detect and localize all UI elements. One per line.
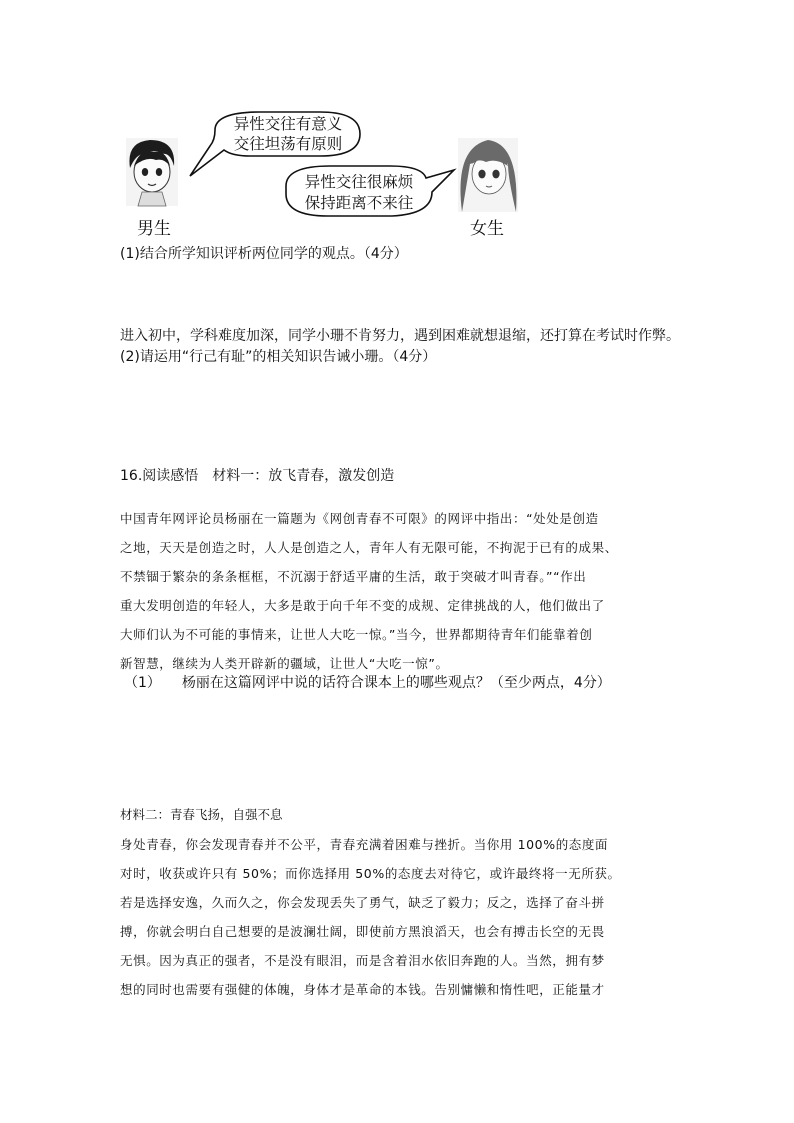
material-2-line: 身处青春，你会发现青春并不公平，青春充满着困难与挫折。当你用 100%的态度面: [120, 837, 609, 852]
section-16-question-1: （1） 杨丽在这篇网评中说的话符合课本上的哪些观点？（至少两点，4分）: [124, 675, 611, 691]
material-2-paragraph: [120, 830, 680, 1004]
question-1: (1)结合所学知识评析两位同学的观点。（4分）: [120, 246, 408, 262]
section-16-title: 16.阅读感悟 材料一：放飞青春，激发创造: [120, 468, 395, 484]
material-1-paragraph: [120, 504, 680, 678]
girl-bubble-line-2: 保持距离不来往: [304, 194, 414, 212]
girl-avatar: [458, 138, 518, 212]
material-2-title: 材料二：青春飞扬，自强不息: [120, 807, 283, 822]
boy-bubble-line-1: 异性交往有意义: [233, 115, 343, 133]
girl-label: 女生: [470, 219, 504, 239]
material-2-line: 想的同时也需要有强健的体魄，身体才是革命的本钱。告别慵懒和惰性吧，正能量才: [120, 982, 605, 997]
material-1-line: 之地，天天是创造之时，人人是创造之人，青年人有无限可能，不拘泥于已有的成果、: [120, 540, 618, 555]
material-2-line: 搏，你就会明白自己想要的是波澜壮阔，即使前方黑浪滔天，也会有搏击长空的无畏: [120, 924, 605, 939]
girl-bubble-line-1: 异性交往很麻烦: [304, 173, 414, 191]
material-1-line: 大师们认为不可能的事情来，让世人大吃一惊。”当今，世界都期待青年们能靠着创: [120, 627, 593, 642]
question-2: (2)请运用“行己有耻”的相关知识告诫小珊。（4分）: [120, 349, 437, 365]
boy-bubble-line-2: 交往坦荡有原则: [233, 135, 343, 153]
material-1-line: 不禁锢于繁杂的条条框框，不沉溺于舒适平庸的生活，敢于突破才叫青春。”“作出: [120, 569, 587, 584]
material-1-line: 新智慧，继续为人类开辟新的疆域，让世人“大吃一惊”。: [120, 656, 449, 671]
material-2-line: 对时，收获或许只有 50%；而你选择用 50%的态度去对待它，或许最终将一无所获。: [120, 866, 621, 881]
boy-avatar: [126, 138, 178, 206]
material-1-line: 中国青年网评论员杨丽在一篇题为《网创青春不可限》的网评中指出：“处处是创造: [120, 511, 599, 526]
material-1-line: 重大发明创造的年轻人，大多是敢于向千年不变的成规、定律挑战的人，他们做出了: [120, 598, 605, 613]
context-paragraph: 进入初中，学科难度加深，同学小珊不肯努力，遇到困难就想退缩，还打算在考试时作弊。: [120, 328, 680, 344]
material-2-line: 无惧。因为真正的强者，不是没有眼泪，而是含着泪水依旧奔跑的人。当然，拥有梦: [120, 953, 605, 968]
material-2-line: 若是选择安逸，久而久之，你会发现丢失了勇气，缺乏了毅力；反之，选择了奋斗拼: [120, 895, 605, 910]
boy-label: 男生: [137, 219, 171, 239]
